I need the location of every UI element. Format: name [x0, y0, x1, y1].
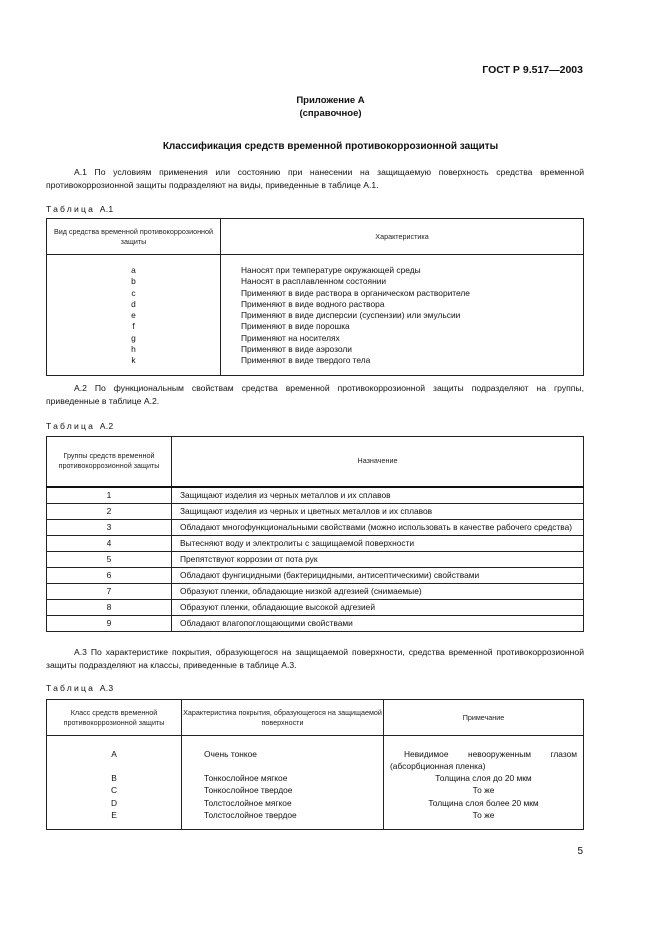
table-a2-purpose-text: Вытесняют воду и электролиты с защищаемой поверхности: [180, 537, 415, 548]
table-a2-col2-header: Назначение: [172, 437, 584, 487]
table-a2-caption-number: А.2: [99, 421, 114, 431]
table-a2-purpose-text: Образуют пленки, обладающие низкой адгезией (снимаемые): [180, 585, 422, 596]
table-a3-coating: Толстослойное твердое: [204, 809, 297, 820]
table-a3-coating: Тонкослойное мягкое: [204, 773, 288, 783]
appendix-title: Приложение А: [296, 95, 365, 106]
table-a1-code: k: [131, 355, 136, 366]
table-a1-characteristic: Наносят при температуре окружающей среды: [241, 265, 421, 275]
table-a3-col3-header: Примечание: [384, 700, 584, 736]
section-title: Классификация средств временной противокоррозионной защиты: [162, 141, 499, 152]
table-a1-caption: [46, 204, 114, 214]
table-a2-purpose: [172, 535, 584, 551]
table-a1-code: g: [131, 332, 136, 343]
table-row: [47, 551, 584, 567]
table-a1-col2-header: Характеристика: [221, 219, 584, 255]
table-a1-code: c: [131, 287, 136, 298]
table-a2-group-code: 6: [47, 567, 172, 583]
table-a1-texts-cell: [221, 255, 584, 376]
table-row: [47, 583, 584, 599]
table-a1-code: f: [132, 321, 135, 332]
table-a2-group-code: 9: [47, 615, 172, 631]
table-a2-purpose-text: Обладают многофункциональными свойствами (можно использовать в качестве рабочего средства): [180, 521, 573, 532]
table-a2-col1-header: Группы средств временной противокоррозионной защиты: [47, 437, 172, 487]
table-a1-characteristic: Применяют в виде дисперсии (суспензии) или эмульсии: [241, 310, 461, 321]
table-a1-col1-header: Вид средства временной противокоррозионной защиты: [47, 219, 221, 255]
table-a2-purpose-text: Образуют пленки, обладающие высокой адгезией: [180, 601, 375, 612]
table-a2-purpose: [172, 599, 584, 615]
table-a2-caption-word: Таблица: [46, 421, 96, 431]
table-a3-class-code: A: [111, 749, 117, 759]
table-a3-coating: Толстослойное мягкое: [204, 797, 292, 808]
table-a1-characteristic: Применяют в виде твердого тела: [241, 355, 371, 366]
table-a1-code: h: [131, 344, 136, 355]
table-a3-coating: Очень тонкое: [204, 749, 257, 759]
table-a2-group-code: 8: [47, 599, 172, 615]
table-a2-group-code: 4: [47, 535, 172, 551]
table-a1-characteristic: Применяют в виде порошка: [241, 321, 350, 332]
table-a1-characteristic: Применяют в виде раствора в органическом растворителе: [241, 287, 470, 298]
table-a3-class-code: D: [110, 797, 118, 808]
paragraph-a2: [46, 382, 584, 408]
table-a1-code: a: [131, 265, 136, 275]
table-a2-purpose: [172, 519, 584, 535]
table-a2-purpose: [172, 583, 584, 599]
table-a3-note: Толщина слоя до 20 мкм: [435, 773, 532, 783]
table-a3-col2-header: Характеристика покрытия, образующегося на защищаемой поверхности: [182, 700, 384, 736]
paragraph-a1-text: А.1 По условиям применения или состоянию при нанесении на защищаемую поверхность средства временной противокоррозионной защиты подразделяют на виды, приведенные в таблице А.1.: [46, 167, 584, 190]
table-a2-purpose-text: Защищают изделия из черных металлов и их сплавов: [180, 489, 391, 500]
table-a3-coating: Тонкослойное твердое: [204, 785, 293, 796]
table-a1-codes-cell: [47, 255, 221, 376]
table-a1-characteristic: Применяют на носителях: [241, 332, 340, 343]
table-a2-group-code: 1: [47, 487, 172, 504]
table-a3: [46, 699, 584, 830]
table-a1-code: e: [131, 310, 136, 321]
table-a3-notes-cell: [384, 736, 584, 830]
table-a3-class-code: B: [111, 773, 117, 783]
table-a2-purpose: [172, 615, 584, 631]
table-row: [47, 567, 584, 583]
table-a3-note: Толщина слоя более 20 мкм: [428, 797, 539, 808]
table-a1-caption-number: А.1: [99, 204, 114, 214]
table-a3-note: То же: [472, 785, 495, 796]
table-row: [47, 535, 584, 551]
table-a2-caption: [46, 421, 114, 431]
table-a3-col1-header: Класс средств временной противокоррозионной защиты: [47, 700, 182, 736]
table-a3-note: Невидимое невооруженным глазом (абсорбционная пленка): [390, 749, 577, 772]
table-a2-group-code: 3: [47, 519, 172, 535]
table-a1: [46, 218, 584, 376]
table-a2-purpose-text: Обладают влагопоглощающими свойствами: [180, 617, 353, 628]
table-a1-characteristic: Применяют в виде водного раствора: [241, 298, 385, 309]
table-a3-class-code: E: [111, 809, 117, 820]
paragraph-a2-text: А.2 По функциональным свойствам средства временной противокоррозионной защиты подразделяют на группы, приведенные в таблице А.2.: [46, 383, 584, 406]
table-row: [47, 503, 584, 519]
table-a2-purpose: [172, 487, 584, 504]
page-number: 5: [577, 846, 583, 857]
appendix-subtitle: (справочное): [299, 108, 362, 119]
table-a1-code: b: [131, 276, 136, 287]
table-a3-note: То же: [472, 809, 495, 820]
table-row: [47, 487, 584, 504]
table-a2-purpose: [172, 503, 584, 519]
table-a2-purpose: [172, 567, 584, 583]
table-a3-caption: [46, 683, 114, 693]
table-a1-caption-word: Таблица: [46, 204, 96, 214]
table-a3-caption-number: А.3: [99, 683, 114, 693]
paragraph-a1: [46, 166, 584, 192]
table-a2-group-code: 2: [47, 503, 172, 519]
paragraph-a3-text: А.3 По характеристике покрытия, образующегося на защищаемой поверхности, средства временной противокоррозионной защиты подразделяют на классы, приведенные в таблице А.3.: [46, 647, 584, 670]
table-a2-purpose-text: Защищают изделия из черных и цветных металлов и их сплавов: [180, 505, 433, 516]
table-a2-purpose-text: Обладают фунгицидными (бактерицидными, антисептическими) свойствами: [180, 569, 480, 580]
paragraph-a3: [46, 646, 584, 672]
table-a2-purpose: [172, 551, 584, 567]
table-row: [47, 615, 584, 631]
table-a2-purpose-text: Препятствуют коррозии от пота рук: [180, 553, 318, 564]
standard-header: ГОСТ Р 9.517—2003: [482, 64, 583, 76]
table-a3-texts-cell: [182, 736, 384, 830]
table-a3-codes-cell: [47, 736, 182, 830]
table-a2-group-code: 5: [47, 551, 172, 567]
table-row: [47, 519, 584, 535]
table-a1-characteristic: Применяют в виде аэрозоли: [241, 344, 352, 355]
table-a2: [46, 436, 584, 632]
table-a1-characteristic: Наносят в расплавленном состоянии: [241, 276, 387, 287]
table-a2-group-code: 7: [47, 583, 172, 599]
table-a3-class-code: C: [110, 785, 118, 796]
table-a3-caption-word: Таблица: [46, 683, 96, 693]
table-a1-code: d: [131, 298, 136, 309]
table-row: [47, 599, 584, 615]
